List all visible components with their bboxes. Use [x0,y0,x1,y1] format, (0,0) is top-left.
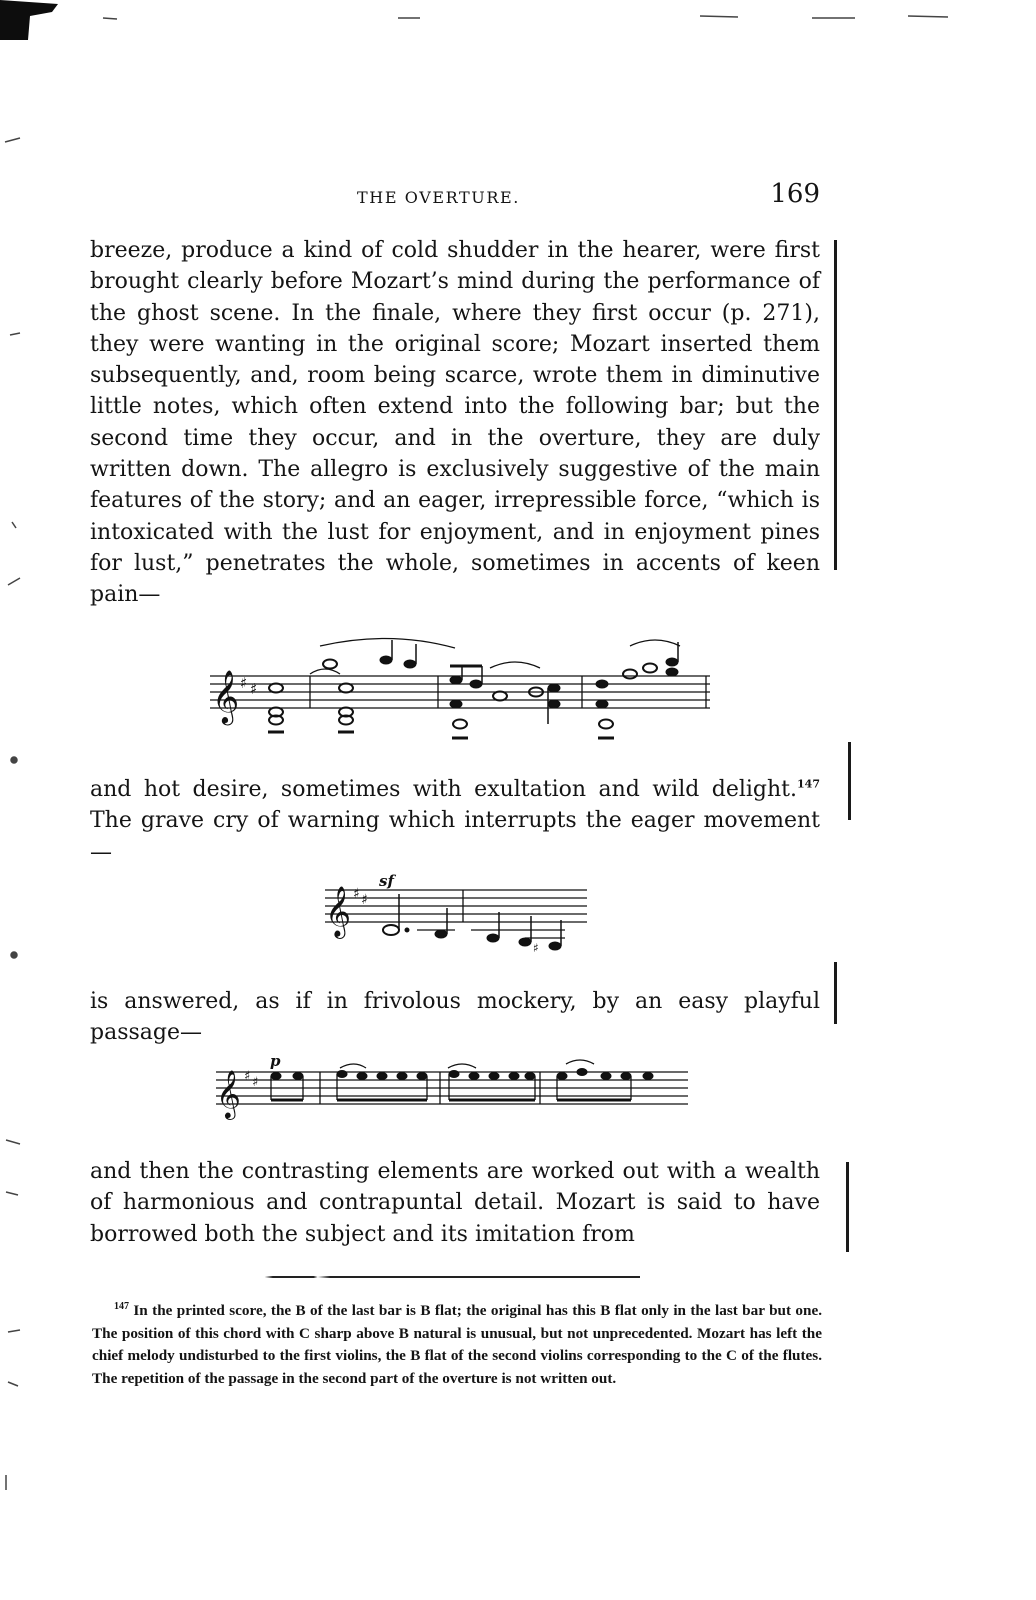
svg-text:♯: ♯ [244,1069,251,1084]
music-example-2 [325,868,587,958]
paragraph-text: The grave cry of warning which interrupts the eager movement— [90,808,820,865]
svg-text:♯: ♯ [361,892,368,908]
footnote [92,1300,822,1390]
margin-line [834,240,837,570]
footnote-text: In the printed score, the B of the last bar is B flat; the original has this B flat only in the last bar but one. The position of this chord with C sharp above B natural is unusual, but not unprecedented. Mozart has left the chief melody undisturbed to the first violins, the B flat of the second violins corresponding to the C of the flutes. The repetition of the passage in the second part of the overture is not written out. [92,1302,822,1387]
margin-line [834,962,837,1024]
margin-line [848,742,851,820]
music-example-1 [210,630,710,748]
running-title: THE OVERTURE. [357,188,520,207]
margin-line [846,1162,849,1252]
svg-text:♯: ♯ [533,941,539,955]
music-example-3 [216,1052,688,1130]
svg-text:𝄞: 𝄞 [325,886,352,937]
page-number: 169 [770,179,820,209]
body-paragraph: is answered, as if in frivolous mockery, by an easy playful passage— [90,989,820,1046]
dynamic-marking: p [270,1052,281,1070]
svg-text:𝄞: 𝄞 [216,1069,241,1118]
body-paragraph: breeze, produce a kind of cold shudder in the hearer, were first brought clearly before Mozart’s mind during the performance of the ghost scene. In the finale, where they first occur (p. 271), they were wanting in the original score; Mozart inserted them subsequently, and, room being scarce, wrote them in diminutive little notes, which often extend into the following bar; but the second time they occur, and in the overture, they are duly written down. The allegro is exclusively suggestive of the main features of the story; and an eager, irrepressible force, “which is intoxicated with the lust for enjoyment, and in enjoyment pines for lust,” penetrates the whole, sometimes in accents of keen pain— [90,238,820,608]
body-paragraph: and then the contrasting elements are worked out with a wealth of harmonious and contrapuntal detail. Mozart is said to have borrowed both the subject and its imitation from [90,1159,820,1247]
dynamic-marking: sf [379,872,394,890]
footnote-rule [232,1276,640,1278]
svg-text:♯: ♯ [240,674,248,692]
scan-corner-blot [0,0,58,40]
svg-text:♯: ♯ [252,1075,259,1090]
svg-text:𝄞: 𝄞 [212,669,240,723]
svg-text:♯: ♯ [250,680,258,698]
body-paragraph [90,774,820,868]
running-head [92,179,820,215]
paragraph-text: and hot desire, sometimes with exultation and wild delight. [90,777,798,802]
footnote-reference: 147 [797,777,820,791]
footnote-marker: 147 [114,1300,129,1312]
svg-text:♯: ♯ [353,886,360,902]
